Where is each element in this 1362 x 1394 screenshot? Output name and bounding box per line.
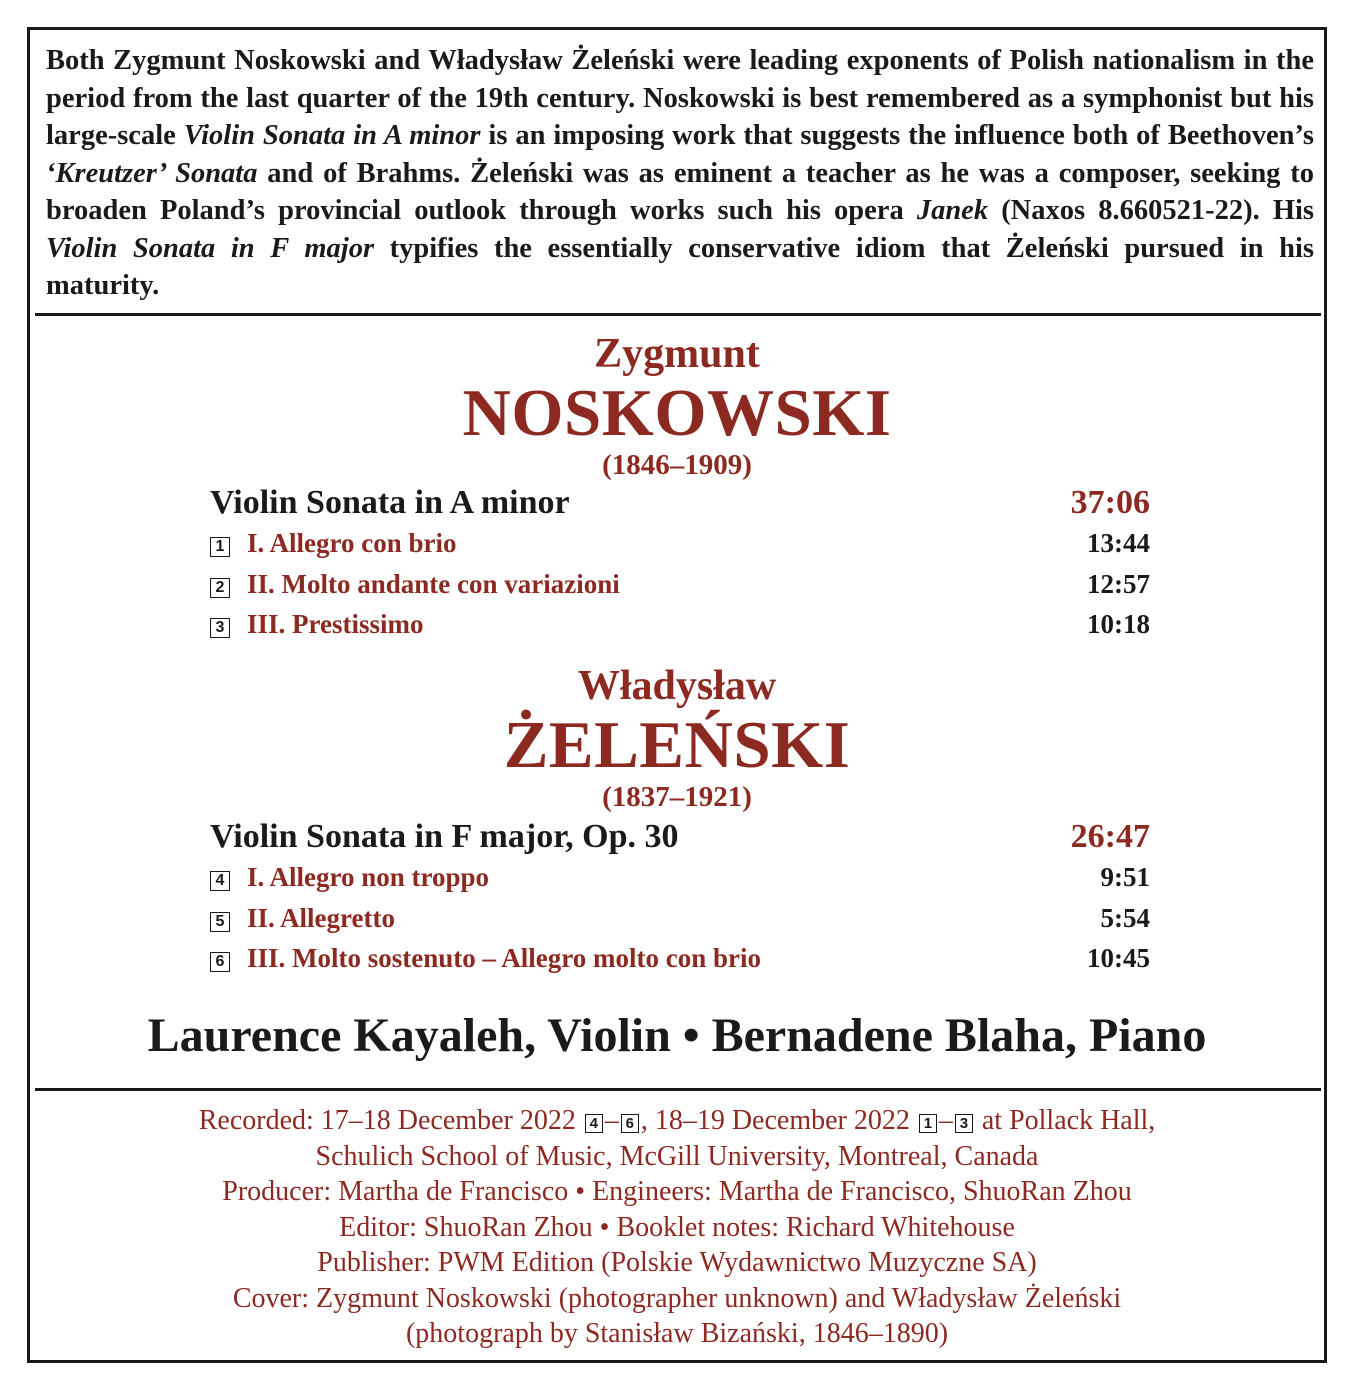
composer2-surname: ŻELEŃSKI [503, 708, 851, 782]
work2-title: Violin Sonata in F major, Op. 30 [210, 818, 679, 855]
credits-cover: Cover: Zygmunt Noskowski (photographer unknown) and Władysław Żeleński [232, 1282, 1122, 1314]
top-divider [35, 313, 1321, 316]
composer2-dates: (1837–1921) [602, 781, 752, 813]
work1-title-row [210, 484, 1150, 528]
track-row [210, 903, 1150, 944]
track-title: II. Molto andante con variazioni [247, 568, 620, 599]
track-title: III. Molto sostenuto – Allegro molto con brio [247, 943, 761, 973]
track-row [210, 528, 1150, 569]
composer1-work [210, 484, 1150, 650]
composer1-dates: (1846–1909) [602, 449, 752, 481]
track-number: 6 [210, 952, 230, 972]
composer2-header [30, 662, 1324, 814]
credits-photograph: (photograph by Stanisław Bizański, 1846–1890) [405, 1318, 949, 1349]
track-duration: 5:54 [1100, 902, 1150, 933]
track-row [210, 943, 1150, 984]
credits-venue: Schulich School of Music, McGill University, Montreal, Canada [315, 1140, 1039, 1172]
credits-producer: Producer: Martha de Francisco • Engineers: Martha de Francisco, ShuoRan Zhou [222, 1176, 1132, 1207]
intro-paragraph: Both Zygmunt Noskowski and Władysław Żeleński were leading exponents of Polish nationalism in the period from the last quarter of the 19th century. Noskowski is best remembered as a symphonist but his large-scale Violin Sonata in A minor is an imposing work that suggests the influence both of Beethoven’s ‘Kreutzer’ Sonata and of Brahms. Żeleński was as eminent a teacher as he was a composer, seeking to broaden Poland’s provincial outlook through works such his opera Janek (Naxos 8.660521-22). His Violin Sonata in F major typifies the essentially conservative idiom that Żeleński pursued in his maturity. [46, 45, 1314, 301]
track-row [210, 862, 1150, 903]
track-duration: 12:57 [1087, 568, 1150, 599]
performers-line: Laurence Kayaleh, Violin • Bernadene Blaha, Piano [147, 1009, 1207, 1062]
bottom-divider [35, 1088, 1321, 1091]
track-title: III. Prestissimo [247, 609, 424, 639]
track-number: 4 [585, 1114, 603, 1133]
work1-title: Violin Sonata in A minor [210, 484, 570, 521]
track-duration: 10:45 [1087, 943, 1150, 973]
work2-duration: 26:47 [1070, 818, 1150, 855]
composer1-header [30, 330, 1324, 482]
credits-publisher: Publisher: PWM Edition (Polskie Wydawnictwo Muzyczne SA) [317, 1247, 1037, 1278]
track-number: 4 [210, 871, 230, 891]
track-number: 5 [210, 912, 230, 932]
track-number: 2 [210, 578, 230, 598]
track-title: II. Allegretto [247, 902, 395, 933]
track-number: 1 [919, 1114, 937, 1133]
composer2-given-name: Władysław [577, 663, 777, 709]
track-duration: 9:51 [1100, 862, 1150, 892]
track-title: I. Allegro con brio [247, 528, 457, 558]
work2-title-row [210, 818, 1150, 862]
track-duration: 10:18 [1087, 609, 1150, 639]
work1-duration: 37:06 [1070, 484, 1150, 521]
track-title: I. Allegro non troppo [247, 862, 490, 892]
track-row [210, 569, 1150, 610]
track-number: 3 [210, 618, 230, 638]
credits-recorded: Recorded: 17–18 December 2022 4 – 6 , 18–19 December 2022 1 – 3 at Pollack Hall, [198, 1105, 1156, 1136]
credits-block [30, 1103, 1324, 1352]
track-row [210, 609, 1150, 650]
composer1-given-name: Zygmunt [594, 331, 760, 377]
track-number: 6 [621, 1114, 639, 1133]
credits-editor: Editor: ShuoRan Zhou • Booklet notes: Richard Whitehouse [339, 1211, 1015, 1243]
track-number: 1 [210, 537, 230, 557]
track-duration: 13:44 [1087, 528, 1150, 558]
composer1-surname: NOSKOWSKI [462, 376, 892, 450]
composer2-work [210, 818, 1150, 984]
track-number: 3 [955, 1114, 973, 1133]
booklet-frame [27, 27, 1327, 1363]
